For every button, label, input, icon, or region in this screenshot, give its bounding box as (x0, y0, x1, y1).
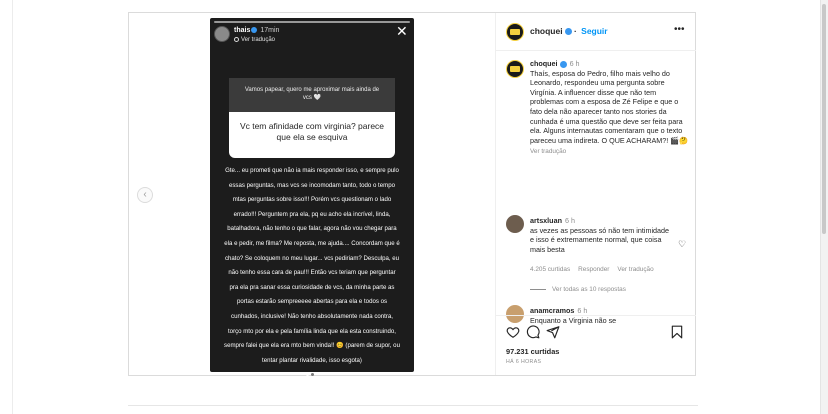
verified-icon (565, 28, 572, 35)
story-screenshot (210, 18, 414, 372)
heart-icon[interactable]: ♡ (678, 239, 687, 249)
comment-avatar[interactable] (506, 215, 524, 233)
story-answer-text: Gte... eu prometi que não ia mais responder isso, e sempre pulo essas perguntas, mas vcs se incomodam tanto, todo o tempo mtas perguntas sobre isso!!! Porém vcs questionam o lado errado!!! Perguntem pra ela, pq eu acho ela incrível, linda, batalhadora, não tenho o que falar, agora não vou chegar para ela e pedir, me filma? Me reposta, me ajuda.... Concordam que é chato? Se coloquem no meu lugar... vcs pediriam? Desculpa, eu não tenho essa cara de pau!!! Então vcs teriam que perguntar pra ela pra sanar essa curiosidade de vcs, da minha parte as portas estarão sempreeeee abertas para ela e todos os cunhados, inclusive! Não tenho absolutamente nada contra, torço mto por ela e pela família linda que ela esta construindo, sempre falei que ela era mto bem vinda!! 😊 (parem de supor, ou tentar plantar rivalidade, isso esgota) (224, 167, 400, 364)
likes-count[interactable]: 97.231 curtidas (506, 347, 560, 356)
comment-username[interactable]: anamcramos (530, 306, 575, 315)
comment-time: 6 h (577, 306, 588, 315)
bookmark-icon[interactable] (670, 325, 684, 339)
caption-username[interactable]: choquei (530, 59, 558, 68)
media-area (129, 13, 495, 375)
story-avatar (214, 26, 230, 42)
post-header (496, 13, 696, 51)
post-header-title: choquei · Seguir (530, 26, 608, 36)
comment-username[interactable]: artsxluan (530, 216, 562, 225)
reply-button[interactable]: Responder (578, 266, 610, 273)
caption-text: Thaís, esposa do Pedro, filho mais velho do Leonardo, respondeu uma pergunta sobre Virgínia. A influencer disse que não tem problemas com a esposa de Zé Felipe e que o fato dela não aparecer tanto nos stories da cunhada é uma questão que deve ser feita para ela. Alguns internautas comentaram que o texto pareceu uma indireta. O QUE ACHARAM?! 🎬🤔 (530, 68, 689, 145)
story-verified-icon (251, 27, 257, 33)
post-actions (496, 315, 696, 375)
share-icon[interactable] (546, 325, 560, 339)
view-replies[interactable] (530, 286, 626, 293)
like-icon[interactable] (506, 325, 520, 339)
comment-translation-link[interactable]: Ver tradução (617, 266, 654, 273)
story-translation (234, 37, 275, 43)
post-date: HÁ 6 HORAS (506, 359, 542, 365)
story-username (234, 27, 279, 34)
comment-text: Enquanto a Virginia não se (530, 315, 617, 325)
story-progress-bar (214, 21, 410, 23)
comment-text: as vezes as pessoas só não tem intimidade e isso é extremamente normal, que coisa mais besta (530, 225, 670, 254)
comment (530, 216, 670, 254)
caption-time: 6 h (569, 59, 580, 68)
caption-verified-icon (560, 61, 567, 68)
carousel-dot (311, 373, 314, 376)
caption-translation-link[interactable]: Ver tradução (530, 148, 567, 156)
story-username-text: thais (234, 27, 251, 34)
caption-avatar[interactable] (506, 60, 524, 78)
comment-time: 6 h (564, 216, 575, 225)
globe-icon (234, 37, 239, 42)
previous-arrow-icon[interactable]: ‹ (137, 187, 153, 203)
comment-likes[interactable]: 4.205 curtidas (530, 266, 571, 273)
carousel-dots (306, 363, 320, 367)
comments-section[interactable] (496, 53, 696, 325)
close-icon: ✕ (396, 23, 408, 39)
scrollbar-thumb[interactable] (822, 4, 826, 234)
question-sticker-header: Vamos papear, quero me aproximar mais ainda de vcs 🤍 (229, 78, 395, 112)
instagram-embed (128, 12, 696, 376)
account-name[interactable]: choquei (530, 26, 563, 36)
content-divider (128, 405, 698, 406)
more-icon[interactable]: ••• (674, 24, 685, 35)
replies-line (530, 289, 546, 290)
question-text: Vc tem afinidade com virginia? parece que ela se esquiva (239, 121, 385, 142)
comment-meta (530, 266, 662, 273)
follow-button[interactable]: Seguir (581, 26, 608, 36)
carousel-dot-active (306, 373, 309, 376)
story-time: 17min (260, 27, 280, 34)
post-sidebar (495, 13, 695, 375)
question-sticker (229, 78, 395, 158)
page-divider (12, 0, 13, 414)
comment-icon[interactable] (526, 325, 540, 339)
story-translation-text: Ver tradução (241, 37, 276, 44)
caption (530, 59, 690, 157)
account-avatar[interactable] (506, 23, 524, 41)
view-replies-text[interactable]: Ver todas as 10 respostas (552, 286, 626, 293)
